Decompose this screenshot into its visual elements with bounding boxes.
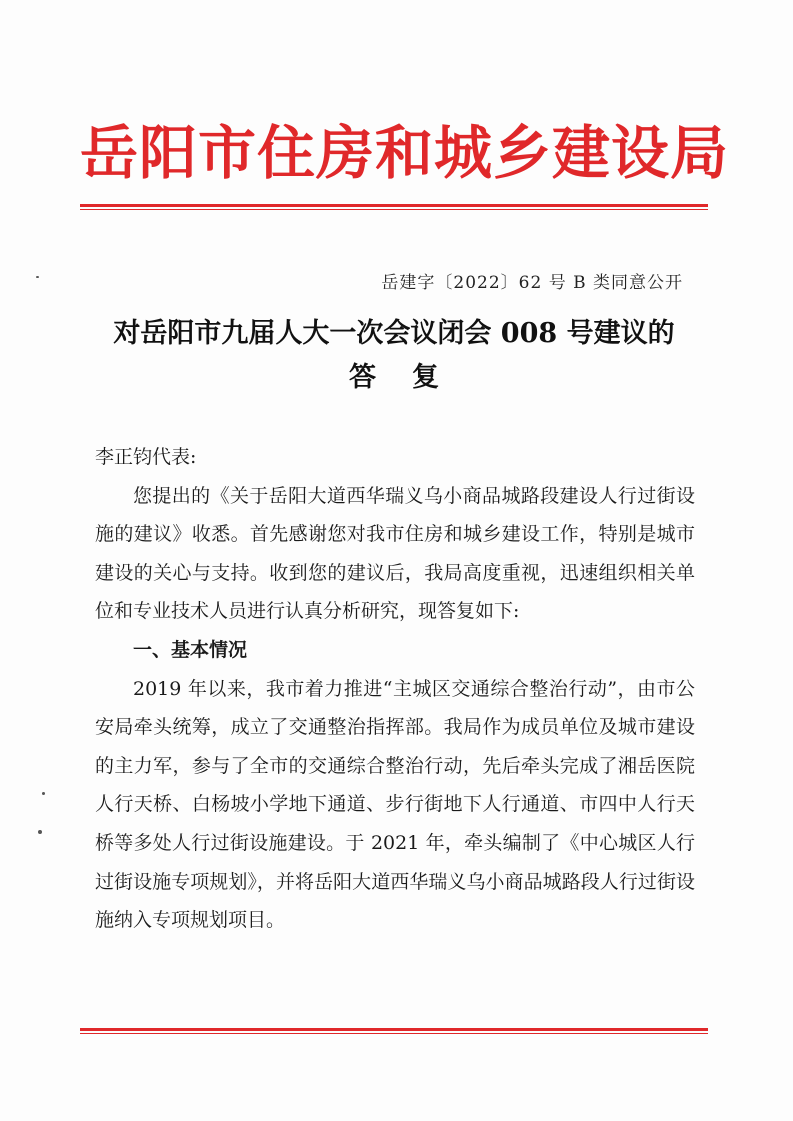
- scan-speck: [36, 276, 39, 278]
- footer-rule-thin-line: [80, 1033, 708, 1034]
- salutation: 李正钧代表:: [95, 446, 197, 468]
- footer-red-rule: [80, 1028, 708, 1034]
- scan-speck: [38, 830, 42, 834]
- document-number: 岳建字〔2022〕62 号 B 类同意公开: [381, 273, 683, 293]
- scan-speck: [42, 792, 45, 795]
- document-title: [80, 312, 708, 400]
- red-rule-thin-line: [80, 209, 708, 210]
- letterhead-title: 岳阳市住房和城乡建设局: [80, 119, 730, 187]
- red-rule-thick-line: [80, 204, 708, 207]
- letterhead-red-rule: [80, 204, 708, 210]
- document-body: [95, 438, 695, 940]
- body-paragraph-2: 2019 年以来，我市着力推进“主城区交通综合整治行动”，由市公安局牵头统筹，成立了交通整治指挥部。我局作为成员单位及城市建设的主力军，参与了全市的交通综合整治行动，先后牵头完成了湘岳医院人行天桥、白杨坡小学地下通道、步行街地下人行通道、市四中人行天桥等多处人行过街设施建设。于 2021 年，牵头编制了《中心城区人行过街设施专项规划》，并将岳阳大道西华瑞义乌小商品城路段人行过街设施纳入专项规划项目。: [95, 677, 695, 932]
- footer-rule-thick-line: [80, 1028, 708, 1031]
- document-title-line1: 对岳阳市九届人大一次会议闭会 008 号建议的: [113, 318, 675, 349]
- document-title-line2: 答复: [349, 362, 475, 393]
- section-heading-1: 一、基本情况: [133, 638, 248, 661]
- body-paragraph-1: 您提出的《关于岳阳大道西华瑞义乌小商品城路段建设人行过街设施的建议》收悉。首先感谢您对我市住房和城乡建设工作，特别是城市建设的关心与支持。收到您的建议后，我局高度重视，迅速组织相关单位和专业技术人员进行认真分析研究，现答复如下:: [95, 484, 695, 623]
